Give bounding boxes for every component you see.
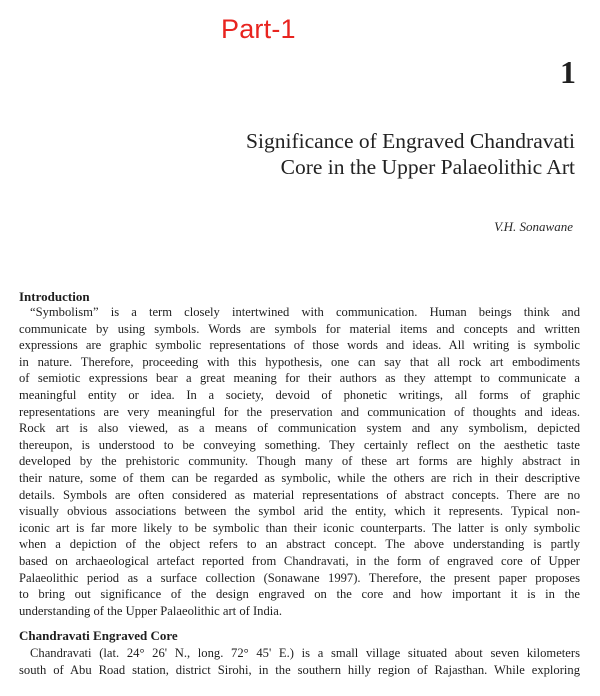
text-line: meaningful entity or idea. In a society, devoid of phonetic writings, all forms of graphic <box>19 387 580 402</box>
chapter-title-line: Significance of Engraved Chandravati <box>246 129 575 153</box>
chapter-title-line: Core in the Upper Palaeolithic Art <box>280 155 575 179</box>
section-heading-engraved-core: Chandravati Engraved Core <box>19 628 178 643</box>
text-line: to bring out significance of the design engraved on the core and how important it is in the <box>19 587 580 602</box>
text-line: expressions are graphic symbolic representations of those words and ideas. All writing is symbolic <box>19 338 580 353</box>
part-label: Part-1 <box>221 14 296 44</box>
text-line: of semiotic expressions bear a great meaning for their authors as they attempt to communicate a <box>19 371 580 386</box>
text-line: based on archaeological artefact reported from Chandravati, in the form of engraved core of Upper <box>19 553 580 568</box>
text-line: their nature, some of them can be regarded as symbolic, while the others are rich in their descriptive <box>19 470 580 485</box>
engraved-core-paragraph <box>19 645 580 678</box>
text-line: in nature. Therefore, proceeding with this hypothesis, one can say that all rock art embodiments <box>19 354 580 369</box>
chapter-title <box>246 128 575 180</box>
text-line: when a depiction of the object refers to an abstract concept. The above understanding is partly <box>19 537 580 552</box>
text-line: “Symbolism” is a term closely intertwined with communication. Human beings think and <box>30 305 580 319</box>
text-line: Chandravati (lat. 24° 26' N., long. 72° 45' E.) is a small village situated about seven kilometers <box>30 646 580 660</box>
text-line: Rock art is also viewed, as a means of communication system and any symbolism, depicted <box>19 421 580 436</box>
chapter-number: 1 <box>560 54 576 90</box>
text-line: representations are very meaningful for the preservation and communication of thoughts and ideas. <box>19 404 580 419</box>
text-line: developed by the prehistoric community. Though many of these art forms are highly abstract in <box>19 454 580 469</box>
text-line: iconic art is far more likely to be symbolic than their iconic counterparts. The latter is only symbolic <box>19 520 580 535</box>
introduction-paragraph <box>19 304 580 619</box>
text-line: details. Symbols are often considered as material representations of abstract concepts. There are no <box>19 487 580 502</box>
author-name: V.H. Sonawane <box>494 219 573 234</box>
text-line: communicate by using symbols. Words are symbols for material items and concepts and written <box>19 321 580 336</box>
text-line: Palaeolithic period as a surface collection (Sonawane 1997). Therefore, the present paper proposes <box>19 570 580 585</box>
text-line: visually obvious associations between the symbol arid the entity, which it represents. Typical non- <box>19 504 580 519</box>
text-line: south of Abu Road station, district Sirohi, in the southern hilly region of Rajasthan. While exploring <box>19 662 580 677</box>
section-heading-introduction: Introduction <box>19 289 90 304</box>
text-line: understanding of the Upper Palaeolithic art of India. <box>19 603 282 618</box>
text-line: thereupon, is understood to be conveying something. They certainly reflect on the aesthetic taste <box>19 437 580 452</box>
